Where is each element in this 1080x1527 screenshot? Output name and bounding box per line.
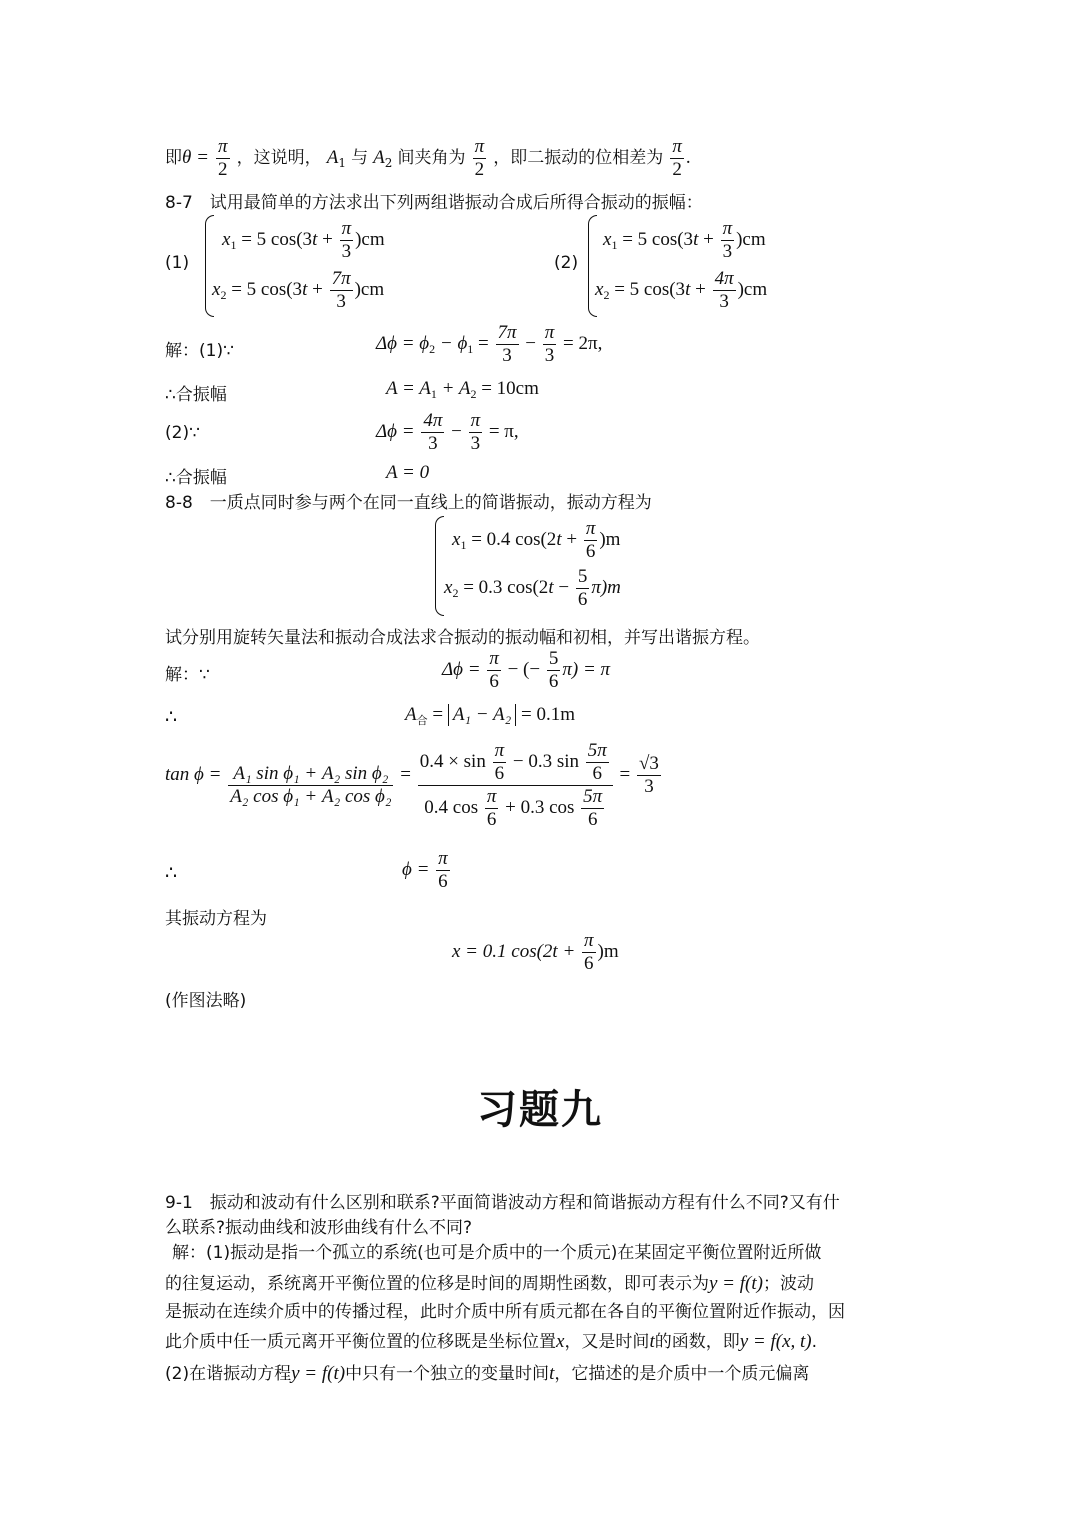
brace-left-3	[435, 516, 444, 616]
eq-delta-phi-2: Δϕ = $\frac{4\pi}{3}$ − $\frac{\pi}{3}$ = π,	[376, 410, 519, 454]
eq-delta-phi-1: $\Delta\phi = \phi_2 - \phi_1$ = $\frac{7\pi}{3}$ − $\frac{\pi}{3}$ = 2π,	[376, 322, 603, 366]
problem-8-7-title: 8-7 试用最简单的方法求出下列两组谐振动合成后所得合振动的振幅：	[165, 193, 703, 213]
fraction: $\frac{\pi}{2}$	[672, 136, 682, 180]
answer-9-1-line-2: 的往复运动，系统离开平衡位置的位移是时间的周期性函数，即可表示为y = f(t)；波动	[165, 1273, 814, 1294]
eq-x2-case2: $x_2 = 5$ cos(3t + $\frac{4\pi}{3}$ )cm	[595, 268, 768, 312]
case-1-label: (1)	[165, 253, 190, 273]
case-2-label: (2)	[554, 253, 579, 273]
answer-9-1-line-4: 此介质中任一质元离开平衡位置的位移既是坐标位置x，又是时间t的函数，即y = f(x, t).	[165, 1331, 818, 1352]
amplitude-label-2: ∴合振幅	[165, 468, 227, 488]
answer-9-1-line-5: (2)在谐振动方程y = f(t)中只有一个独立的变量时间t，它描述的是介质中一个质元偏离	[165, 1363, 810, 1384]
solution-2-label: (2)∵	[165, 423, 200, 443]
eq-x2-case1: $x_2 = 5$ cos(3t + $\frac{7\pi}{3}$ )cm	[212, 268, 385, 312]
eq-x1-case2: $x_1 = 5$ cos(3t + $\frac{\pi}{3}$ )cm	[603, 218, 766, 262]
problem-8-8-question: 试分别用旋转矢量法和振动合成法求合振动的振动幅和初相，并写出谐振方程。	[165, 628, 760, 648]
eq-x2-8-8: $x_2 = 0.3$ cos(2t − $\frac{5}{6}$ π)m	[444, 566, 621, 610]
solution-8-8-label: 解：∵	[165, 665, 210, 685]
problem-9-1-line-1: 9-1 振动和波动有什么区别和联系?平面简谐波动方程和简谐振动方程有什么不同?又有什	[165, 1193, 840, 1213]
eq-x1-8-8: $x_1 = 0.4$ cos(2t + $\frac{\pi}{6}$ )m	[452, 518, 621, 562]
fraction: $\frac{\pi}{2}$	[218, 136, 228, 180]
eq-tan-phi: tan ϕ = $\frac{\text{A₁ sin ϕ₁ + A₂ sin ϕ₂}}{\text{A₂ cos ϕ₁ + A₂ cos ϕ₂}}$ = 0.4 × sin $\frac{\pi}{6}$ − 0.3 sin $\frac{5\pi}{6}$ 0.4 cos $\frac{\pi}{6}$ + 0.3 cos $\frac{5\pi}{6}$ = $\frac{√3}{3}$	[165, 740, 659, 830]
solution-1-label: 解：(1)∵	[165, 341, 234, 361]
eq-amplitude-combined: $A_合 = A_1 - A_2 = 0.1m$	[405, 704, 575, 727]
line-phase-conclusion: 即θ = $\frac{\pi}{2}$ ，这说明， $A_1$ 与 $A_2$ 间夹角为 $\frac{\pi}{2}$ ，即二振动的位相差为 $\frac{\pi}{2}$ .	[165, 136, 691, 180]
chapter-heading: 习题九	[477, 1087, 603, 1133]
eq-delta-phi-8-8: Δϕ = $\frac{\pi}{6}$ − (− $\frac{5}{6}$ π) = π	[442, 648, 611, 692]
answer-9-1-line-3: 是振动在连续介质中的传播过程，此时介质中所有质元都在各自的平衡位置附近作振动，因	[165, 1302, 845, 1322]
amplitude-label-1: ∴合振幅	[165, 385, 227, 405]
eq-phi-result: ϕ = $\frac{\pi}{6}$	[402, 848, 448, 892]
therefore-1: ∴	[165, 707, 178, 728]
eq-x1-case1: $x_1 = 5$ cos(3t + $\frac{\pi}{3}$ )cm	[222, 218, 385, 262]
eq-amplitude-2: A = 0	[386, 462, 430, 483]
eq-final-motion: x = 0.1 cos(2t + $\frac{\pi}{6}$ )m	[452, 930, 619, 974]
therefore-2: ∴	[165, 863, 178, 884]
problem-9-1-line-2: 么联系?振动曲线和波形曲线有什么不同?	[165, 1218, 473, 1238]
answer-9-1-line-1: 解：(1)振动是指一个孤立的系统(也可是介质中的一个质元)在某固定平衡位置附近所做	[172, 1243, 822, 1263]
fraction: $\frac{\pi}{2}$	[474, 136, 485, 180]
graph-method-note: (作图法略)	[165, 991, 247, 1011]
eq-amplitude-1: $A = A_1 + A_2 = 10cm$	[386, 378, 539, 401]
problem-8-8-title: 8-8 一质点同时参与两个在同一直线上的简谐振动，振动方程为	[165, 493, 652, 513]
equation-label: 其振动方程为	[165, 909, 267, 929]
